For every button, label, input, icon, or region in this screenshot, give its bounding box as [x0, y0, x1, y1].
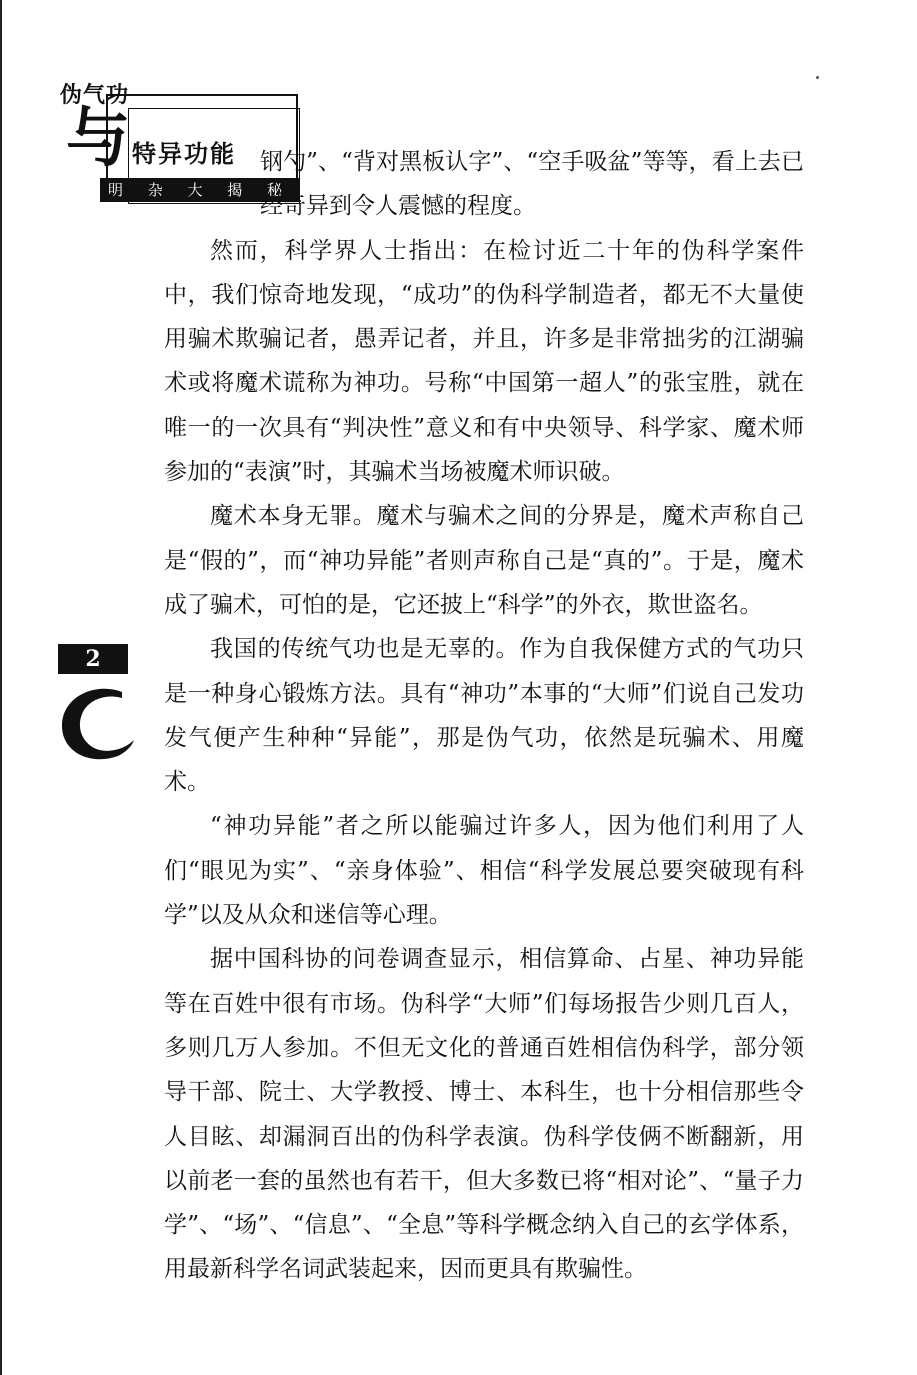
logo-title-top: 伪气功 — [60, 82, 130, 108]
brush-swirl-icon — [56, 682, 136, 764]
paragraph-2: 然而，科学界人士指出：在检讨近二十年的伪科学案件中，我们惊奇地发现，“成功”的伪科学制造者，都无不大量使用骗术欺骗记者，愚弄记者，并且，许多是非常拙劣的江湖骗术或将魔术谎称为神功。号称“中国第一超人”的张宝胜，就在唯一的一次具有“判决性”意义和有中央领导、科学家、魔术师参加的“表演”时，其骗术当场被魔术师识破。 — [164, 237, 804, 486]
logo-subtitle-bar: 明 杂 大 揭 秘 — [100, 178, 300, 202]
logo-title-main: 特异功能 — [130, 134, 238, 169]
logo-title-glyph: 与 — [66, 101, 130, 176]
paragraph-5: “神功异能”者之所以能骗过许多人，因为他们利用了人们“眼见为实”、“亲身体验”、相信“科学发展总要突破现有科学”以及从众和迷信等心理。 — [164, 813, 804, 929]
speck — [816, 76, 819, 79]
body-text — [164, 140, 804, 1292]
paragraph-1: 钢勺”、“背对黑板认字”、“空手吸盆”等等，看上去已经奇异到令人震憾的程度。 — [260, 149, 804, 220]
page-number: 2 — [58, 644, 128, 674]
paragraph-6: 据中国科协的问卷调查显示，相信算命、占星、神功异能等在百姓中很有市场。伪科学“大师”们每场报告少则几百人，多则几万人参加。不但无文化的普通百姓相信伪科学，部分领导干部、院士、大学教授、博士、本科生，也十分相信那些令人目眩、却漏洞百出的伪科学表演。伪科学伎俩不断翻新，用以前老一套的虽然也有若干，但大多数已将“相对论”、“量子力学”、“场”、“信息”、“全息”等科学概念纳入自己的玄学体系，用最新科学名词武装起来，因而更具有欺骗性。 — [164, 946, 804, 1283]
page-left-border — [0, 0, 2, 1375]
paragraph-3: 魔术本身无罪。魔术与骗术之间的分界是，魔术声称自己是“假的”，而“神功异能”者则声称自己是“真的”。于是，魔术成了骗术，可怕的是，它还披上“科学”的外衣，欺世盗名。 — [164, 503, 804, 618]
paragraph-4: 我国的传统气功也是无辜的。作为自我保健方式的气功只是一种身心锻炼方法。具有“神功”本事的“大师”们说自己发功发气便产生种种“异能”，那是伪气功，依然是玩骗术、用魔术。 — [164, 636, 804, 796]
